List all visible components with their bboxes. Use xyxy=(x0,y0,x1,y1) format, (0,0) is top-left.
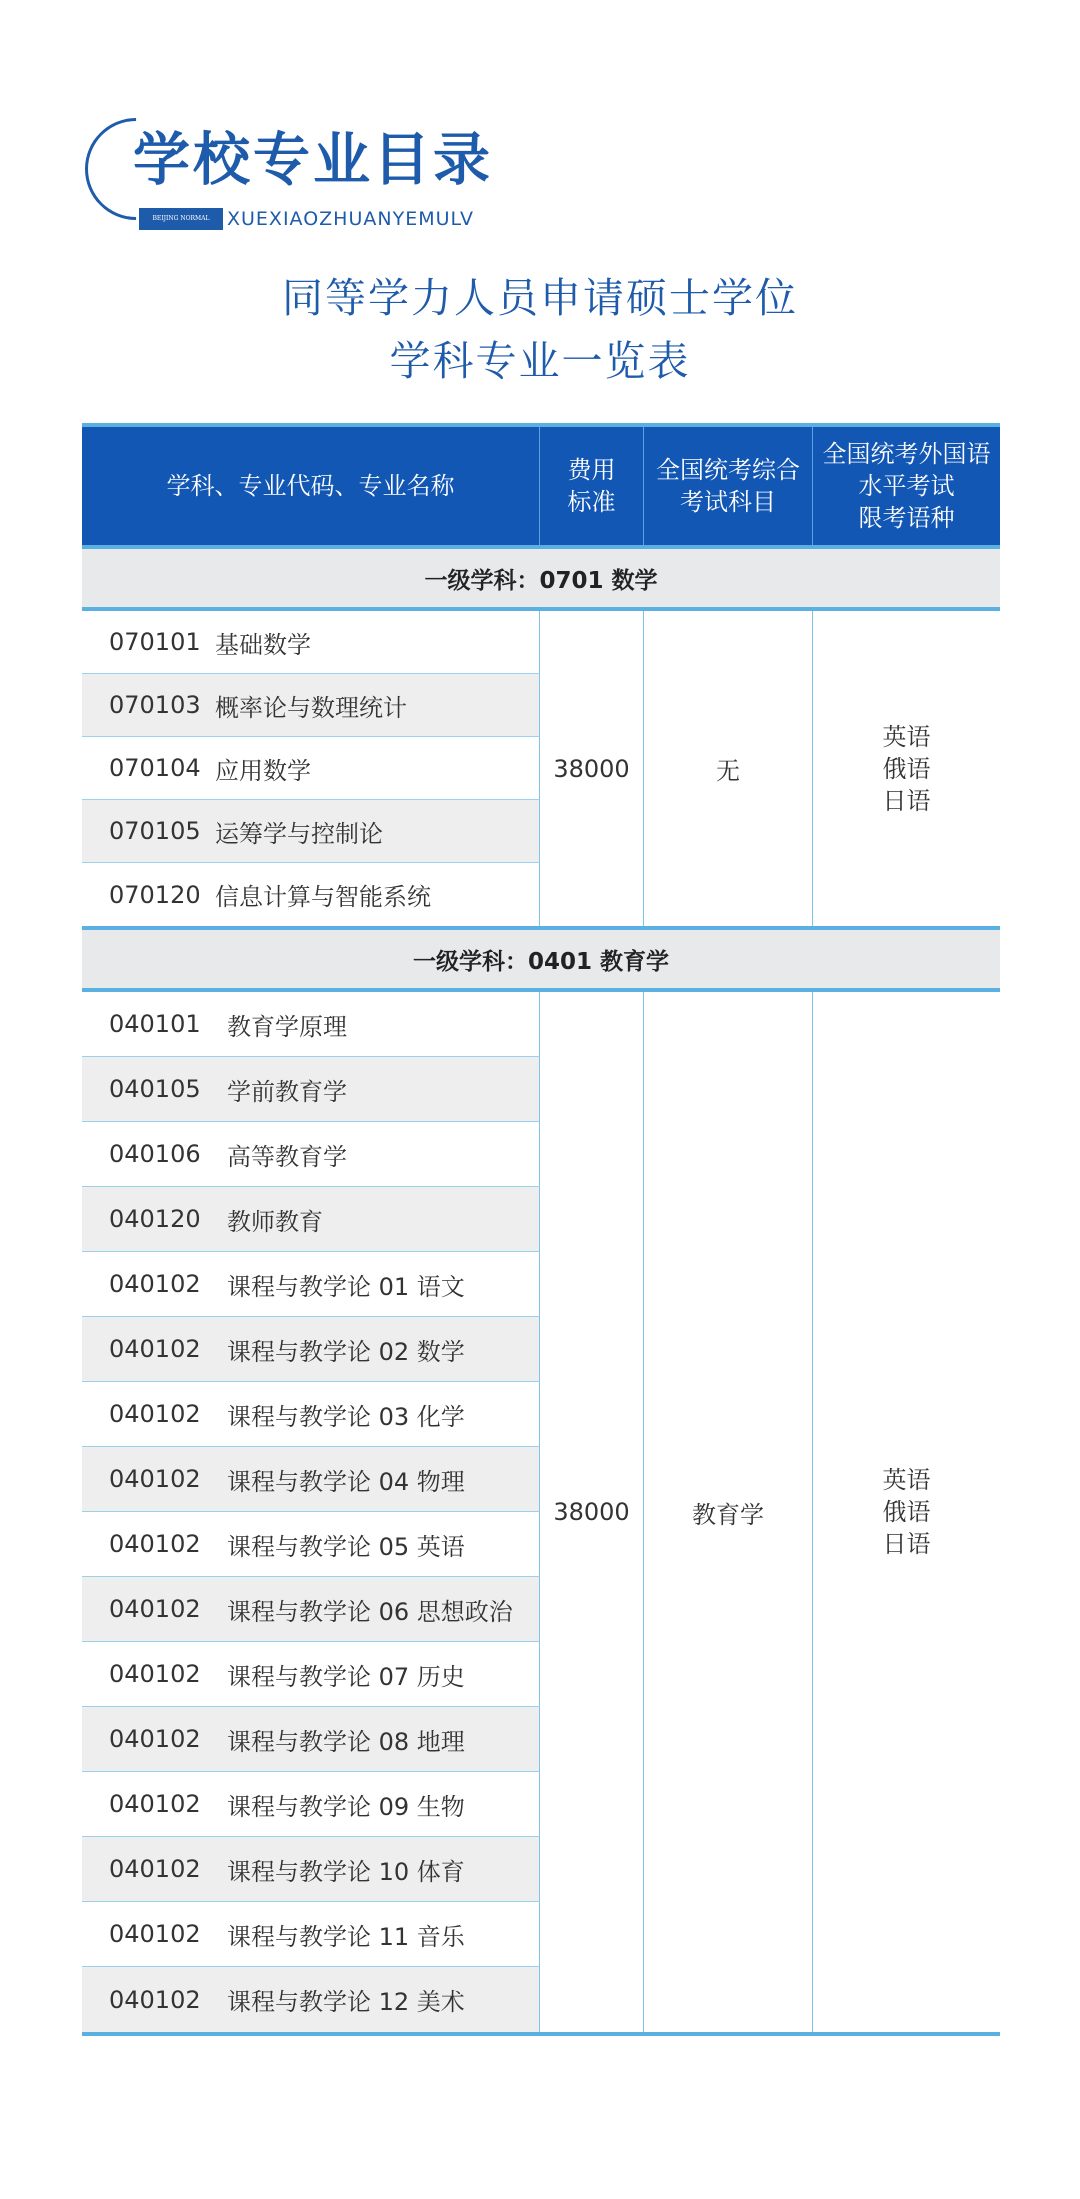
header-major: 学科、专业代码、专业名称 xyxy=(82,427,540,545)
major-name: 课程与教学论 04 物理 xyxy=(227,1467,465,1496)
table-row xyxy=(82,1577,540,1642)
languages-cell: 英语 俄语 日语 xyxy=(882,1466,931,1558)
logo-badge: BEIJING NORMAL UNIVERSITY xyxy=(139,208,223,230)
table-row xyxy=(82,1057,540,1122)
table-row xyxy=(82,1642,540,1707)
major-name: 课程与教学论 06 思想政治 xyxy=(227,1597,513,1626)
major-code: 040102 xyxy=(109,1530,201,1558)
major-name: 教育学原理 xyxy=(227,1012,347,1041)
major-code: 040102 xyxy=(109,1920,201,1948)
major-name: 课程与教学论 01 语文 xyxy=(227,1272,465,1301)
major-name: 课程与教学论 07 历史 xyxy=(227,1662,465,1691)
group-header-education: 一级学科：0401 教育学 xyxy=(82,926,1000,992)
table-row xyxy=(82,1967,540,2032)
table-row xyxy=(82,1837,540,1902)
major-code: 040105 xyxy=(109,1075,201,1103)
languages-cell: 英语 俄语 日语 xyxy=(882,722,931,815)
major-code: 070120 xyxy=(109,880,201,909)
table-row xyxy=(82,1707,540,1772)
major-name: 课程与教学论 05 英语 xyxy=(227,1532,465,1561)
logo-title: 学校专业目录 xyxy=(133,127,493,193)
table-row xyxy=(82,1512,540,1577)
major-code: 040102 xyxy=(109,1400,201,1428)
table-row xyxy=(82,1187,540,1252)
major-name: 基础数学 xyxy=(215,630,311,659)
major-name: 课程与教学论 12 美术 xyxy=(227,1988,465,2016)
major-code: 070103 xyxy=(109,691,201,719)
group-header-math: 一级学科：0701 数学 xyxy=(82,545,1000,611)
exam-subject-cell: 教育学 xyxy=(644,992,813,2032)
majors-table xyxy=(82,423,1000,2036)
table-row xyxy=(82,1382,540,1447)
table-row xyxy=(82,737,540,800)
major-code: 040102 xyxy=(109,1595,201,1623)
major-name: 运筹学与控制论 xyxy=(215,819,383,848)
table-row xyxy=(82,1122,540,1187)
major-code: 040102 xyxy=(109,1660,201,1688)
major-name: 教师教育 xyxy=(227,1207,323,1236)
table-row xyxy=(82,1317,540,1382)
table-row xyxy=(82,800,540,863)
major-name: 信息计算与智能系统 xyxy=(215,883,431,911)
major-code: 040102 xyxy=(109,1270,201,1298)
header-fee: 费用 标准 xyxy=(540,427,644,545)
table-row xyxy=(82,674,540,737)
major-code: 040101 xyxy=(109,1010,201,1038)
table-row xyxy=(82,1447,540,1512)
group-body-education xyxy=(82,992,1000,2032)
major-code: 070104 xyxy=(109,754,201,782)
exam-subject-cell: 无 xyxy=(644,611,813,926)
major-name: 课程与教学论 02 数学 xyxy=(227,1337,465,1366)
major-name: 应用数学 xyxy=(215,756,311,785)
major-name: 概率论与数理统计 xyxy=(215,693,407,722)
table-row xyxy=(82,1252,540,1317)
major-code: 070101 xyxy=(109,628,201,656)
major-code: 070105 xyxy=(109,817,201,845)
major-code: 040102 xyxy=(109,1985,201,2014)
major-list xyxy=(82,611,540,926)
page-title-line-1: 同等学力人员申请硕士学位 xyxy=(282,274,798,322)
major-name: 学前教育学 xyxy=(227,1077,347,1106)
fee-cell: 38000 xyxy=(540,611,644,926)
major-code: 040102 xyxy=(109,1790,201,1818)
major-code: 040120 xyxy=(109,1205,201,1233)
major-code: 040102 xyxy=(109,1725,201,1753)
header-exam-subject: 全国统考综合 考试科目 xyxy=(644,427,813,545)
logo xyxy=(85,118,505,244)
table-row xyxy=(82,1902,540,1967)
table-row xyxy=(82,992,540,1057)
major-name: 课程与教学论 11 音乐 xyxy=(227,1922,465,1951)
major-list xyxy=(82,992,540,2032)
group-body-math xyxy=(82,611,1000,926)
table-header xyxy=(82,427,1000,545)
fee-cell: 38000 xyxy=(540,992,644,2032)
page-title-line-2: 学科专业一览表 xyxy=(389,337,691,385)
major-name: 高等教育学 xyxy=(227,1142,347,1171)
major-name: 课程与教学论 10 体育 xyxy=(227,1857,465,1886)
major-name: 课程与教学论 03 化学 xyxy=(227,1402,465,1431)
table-row xyxy=(82,863,540,926)
table-row xyxy=(82,1772,540,1837)
major-name: 课程与教学论 09 生物 xyxy=(227,1792,465,1821)
major-code: 040102 xyxy=(109,1335,201,1363)
table-bottom-rule xyxy=(82,2032,1000,2036)
table-row xyxy=(82,611,540,674)
major-code: 040102 xyxy=(109,1855,201,1883)
major-code: 040102 xyxy=(109,1465,201,1493)
logo-pinyin: XUEXIAOZHUANYEMULV xyxy=(227,208,474,230)
major-code: 040106 xyxy=(109,1140,201,1168)
header-languages: 全国统考外国语 水平考试 限考语种 xyxy=(822,440,991,532)
major-name: 课程与教学论 08 地理 xyxy=(227,1727,465,1756)
